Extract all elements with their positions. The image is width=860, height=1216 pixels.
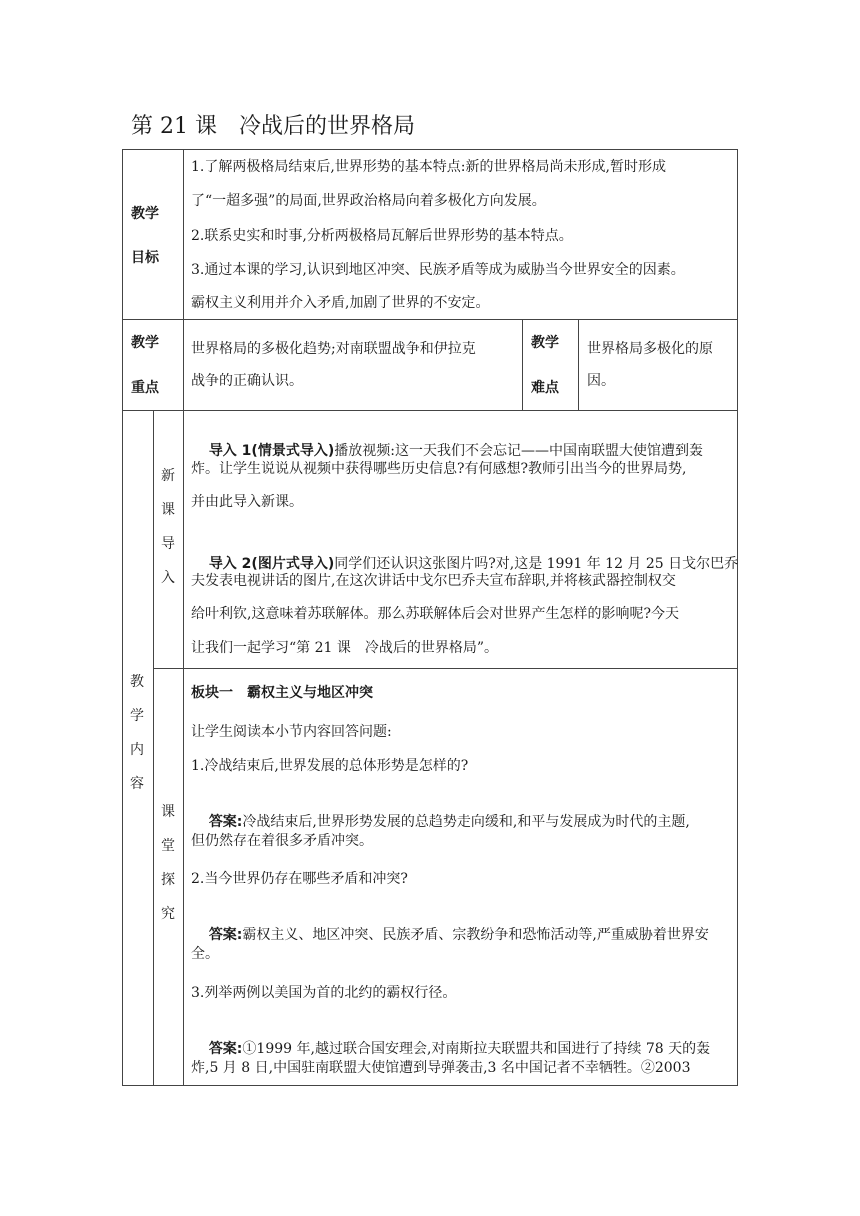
page-title: 第 21 课 冷战后的世界格局 xyxy=(131,114,415,139)
answer-label: 答案: xyxy=(208,814,243,830)
intro-label: 新 课 导 入 xyxy=(161,468,175,586)
content-label: 教 学 内 容 xyxy=(130,674,144,792)
section-heading: 板块一 霸权主义与地区冲突 xyxy=(191,685,373,701)
question-3: 3.列举两例以美国为首的北约的霸权行径。 xyxy=(191,985,457,1001)
intro-1-heading: 导入 1(情景式导入) xyxy=(208,443,335,459)
question-2: 2.当今世界仍存在哪些矛盾和冲突? xyxy=(191,871,408,887)
question-1: 1.冷战结束后,世界发展的总体形势是怎样的? xyxy=(191,758,469,774)
intro-2-heading: 导入 2(图片式导入) xyxy=(208,556,335,572)
answer-label: 答案: xyxy=(208,1041,243,1057)
explore-label: 课 堂 探 究 xyxy=(161,804,175,922)
answer-label: 答案: xyxy=(208,927,243,943)
